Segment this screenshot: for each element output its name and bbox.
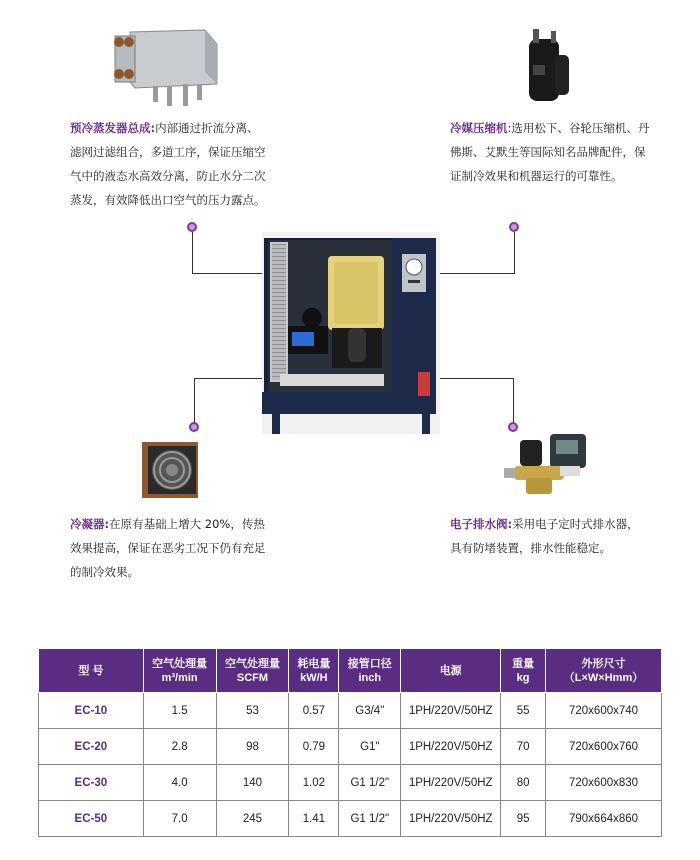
- model-cell: EC-10: [39, 693, 144, 729]
- table-header-row: [39, 649, 662, 693]
- table-cell: 140: [216, 765, 289, 801]
- evaporator-text: 内部通过折流分离、滤网过滤组合，多道工序，保证压缩空气中的液态水高效分离，防止水分二次蒸发，有效降低出口空气的压力露点。: [70, 121, 266, 207]
- compressor-image: [515, 25, 575, 110]
- evaporator-dot: [187, 222, 197, 232]
- condenser-image: [138, 438, 202, 502]
- evaporator-title: 预冷蒸发器总成:: [70, 121, 156, 135]
- condenser-title: 冷凝器:: [70, 517, 110, 531]
- air-dryer-machine-image: [262, 232, 440, 434]
- table-cell: G1 1/2": [339, 801, 401, 837]
- table-body: [39, 693, 662, 837]
- table-cell: 70: [501, 729, 546, 765]
- drain-valve-text: 采用电子定时式排水器，具有防堵装置，排水性能稳定。: [450, 517, 639, 555]
- table-cell: 1PH/220V/50HZ: [401, 693, 501, 729]
- drain-valve-description: [450, 512, 650, 560]
- spec-table: [38, 648, 662, 837]
- table-cell: 0.79: [289, 729, 339, 765]
- table-header-cell: 空气处理量 SCFM: [216, 649, 289, 693]
- table-row: [39, 729, 662, 765]
- evaporator-description: [70, 116, 270, 212]
- compressor-text: :选用松下、谷轮压缩机、丹佛斯、艾默生等国际知名品牌配件，保证制冷效果和机器运行的可靠性。: [450, 121, 650, 183]
- table-cell: 720x600x760: [546, 729, 662, 765]
- table-cell: 1.5: [143, 693, 216, 729]
- condenser-text: 在原有基础上增大 20%，传热效果提高，保证在恶劣工况下仍有充足的制冷效果。: [70, 517, 266, 579]
- table-header-cell: 空气处理量 m³/min: [143, 649, 216, 693]
- model-cell: EC-20: [39, 729, 144, 765]
- condenser-description: [70, 512, 270, 584]
- table-cell: G1 1/2": [339, 765, 401, 801]
- table-cell: 1PH/220V/50HZ: [401, 729, 501, 765]
- table-cell: 98: [216, 729, 289, 765]
- table-header-cell: 外形尺寸 （L×W×Hmm）: [546, 649, 662, 693]
- drain-valve-image: [500, 430, 596, 502]
- table-header-cell: 电源: [401, 649, 501, 693]
- table-cell: 720x600x830: [546, 765, 662, 801]
- table-cell: 790x664x860: [546, 801, 662, 837]
- table-cell: 720x600x740: [546, 693, 662, 729]
- table-cell: 4.0: [143, 765, 216, 801]
- table-cell: 1.41: [289, 801, 339, 837]
- table-cell: 1PH/220V/50HZ: [401, 801, 501, 837]
- table-row: [39, 765, 662, 801]
- table-cell: 80: [501, 765, 546, 801]
- evaporator-image: [105, 22, 225, 110]
- table-header-cell: 重量 kg: [501, 649, 546, 693]
- table-row: [39, 693, 662, 729]
- table-cell: 0.57: [289, 693, 339, 729]
- table-cell: 1.02: [289, 765, 339, 801]
- compressor-dot: [509, 222, 519, 232]
- table-header-cell: 型 号: [39, 649, 144, 693]
- table-header-cell: 耗电量 kW/H: [289, 649, 339, 693]
- condenser-dot: [189, 422, 199, 432]
- table-cell: 1PH/220V/50HZ: [401, 765, 501, 801]
- table-cell: 245: [216, 801, 289, 837]
- table-row: [39, 801, 662, 837]
- model-cell: EC-50: [39, 801, 144, 837]
- compressor-description: [450, 116, 650, 188]
- compressor-title: 冷媒压缩机: [450, 121, 508, 135]
- table-cell: G1": [339, 729, 401, 765]
- table-header-cell: 接管口径 inch: [339, 649, 401, 693]
- table-cell: G3/4": [339, 693, 401, 729]
- table-cell: 7.0: [143, 801, 216, 837]
- table-cell: 95: [501, 801, 546, 837]
- model-cell: EC-30: [39, 765, 144, 801]
- table-cell: 55: [501, 693, 546, 729]
- table-cell: 2.8: [143, 729, 216, 765]
- drain-valve-title: 电子排水阀:: [450, 517, 513, 531]
- table-cell: 53: [216, 693, 289, 729]
